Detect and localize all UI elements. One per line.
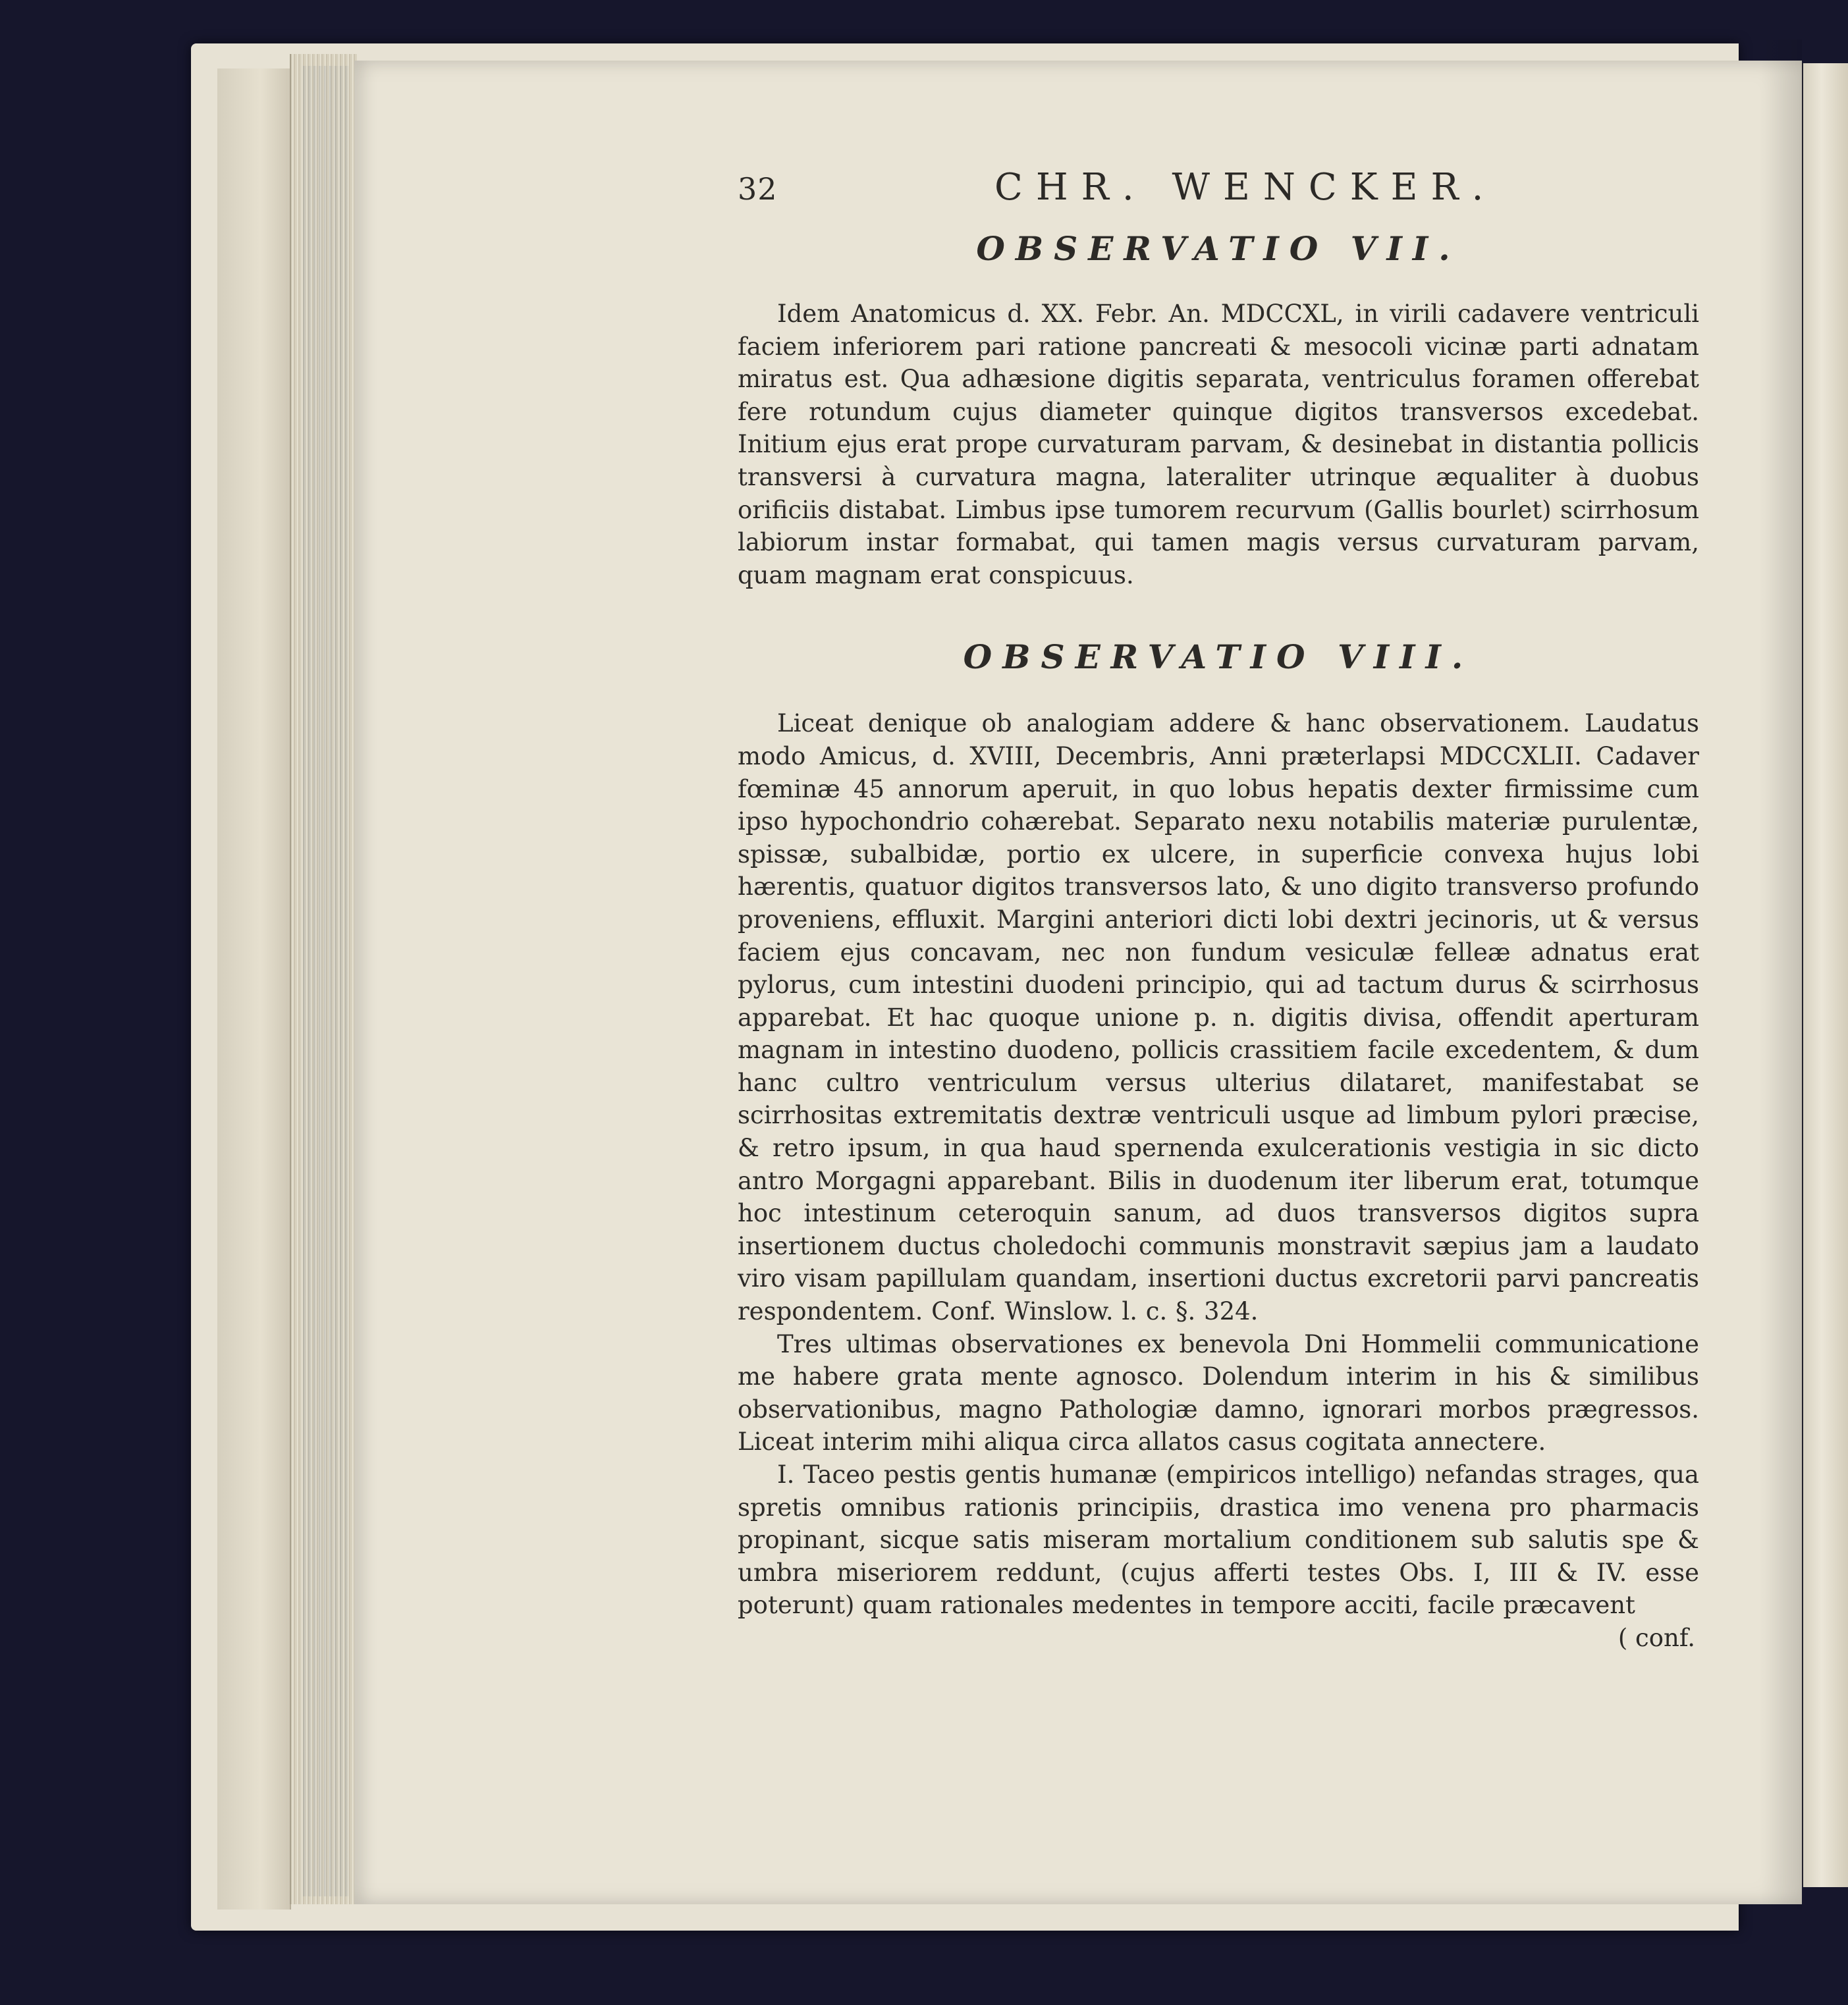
paragraph-acknowledgement: Tres ultimas observationes ex benevola Dni Hommelii communicatione me habere grata mente agnosco. Dolendum interim in his & similibus observationibus, magno Pathologiæ damno, ignorari morbos prægressos. Liceat interim mihi aliqua circa allatos casus cogitata annectere. <box>738 1329 1699 1457</box>
book-cover-edge <box>217 68 291 1910</box>
page-block-stain <box>303 66 349 1896</box>
page-text <box>738 157 1699 1655</box>
running-head-title: CHR. WENCKER. <box>994 166 1497 209</box>
paragraph-point-one: I. Taceo pestis gentis humanæ (empiricos intelligo) nefandas strages, qua spretis omnibus rationis principiis, drastica imo venena pro pharmacis propinant, sicque satis miseram mortalium conditionem sub salutis spe & umbra miseriorem reddunt, (cujus afferti testes Obs. I, III & IV. esse poterunt) quam rationales medentes in tempore acciti, facile præcavent <box>738 1460 1699 1620</box>
running-head <box>738 157 1699 216</box>
catchword: ( conf. <box>1617 1623 1695 1652</box>
section-heading-observatio-viii: OBSERVATIO VIII. <box>963 637 1474 677</box>
page-number: 32 <box>738 171 778 207</box>
section-heading-observatio-vii: OBSERVATIO VII. <box>976 229 1461 268</box>
paragraph-observatio-vii: Idem Anatomicus d. XX. Febr. An. MDCCXL, in virili cadavere ventriculi faciem inferiorem pari ratione pancreati & mesocoli vicinæ parti adnatam miratus est. Qua adhæsione digitis separata, ventriculus foramen offerebat fere rotundum cujus diameter quinque digitos transversos excedebat. Initium ejus erat prope curvaturam parvam, & desinebat in distantia pollicis transversi à curvatura magna, lateraliter utrinque æqualiter à duobus orificiis distabat. Limbus ipse tumorem recurvum (Gallis bourlet) scirrhosum labiorum instar formabat, qui tamen magis versus curvaturam parvam, quam magnam erat conspicuus. <box>738 300 1699 589</box>
paragraph-observatio-viii: Liceat denique ob analogiam addere & hanc observationem. Laudatus modo Amicus, d. XVIII, Decembris, Anni præterlapsi MDCCXLII. Cadaver fœminæ 45 annorum aperuit, in quo lobus hepatis dexter firmissime cum ipso hypochondrio cohærebat. Separato nexu notabilis materiæ purulentæ, spissæ, subalbidæ, portio ex ulcere, in superficie convexa hujus lobi hærentis, quatuor digitos transversos lato, & uno digito transverso profundo proveniens, effluxit. Margini anteriori dicti lobi dextri jecinoris, ut & versus faciem ejus concavam, nec non fundum vesiculæ felleæ adnatus erat pylorus, cum intestini duodeni principio, qui ad tactum durus & scirrhosus apparebat. Et hac quoque unione p. n. digitis divisa, offendit aperturam magnam in intestino duodeno, pollicis crassitiem facile excedentem, & dum hanc cultro ventriculum versus ulterius dilataret, manifestabat se scirrhositas extremitatis dextræ ventriculi usque ad limbum pylori præcise, & retro ipsum, in qua haud spernenda exulcerationis vestigia in sic dicto antro Morgagni apparebant. Bilis in duodenum iter liberum erat, totumque hoc intestinum ceteroquin sanum, ad duos transversos digitos supra insertionem ductus choledochi communis monstravit sæpius jam a laudato viro visam papillulam quandam, insertioni ductus excretorii parvi pancreatis respondentem. Conf. Winslow. l. c. §. 324. <box>738 709 1699 1326</box>
gutter-shadow <box>1758 40 1802 1910</box>
facing-page-edge <box>1802 63 1848 1887</box>
